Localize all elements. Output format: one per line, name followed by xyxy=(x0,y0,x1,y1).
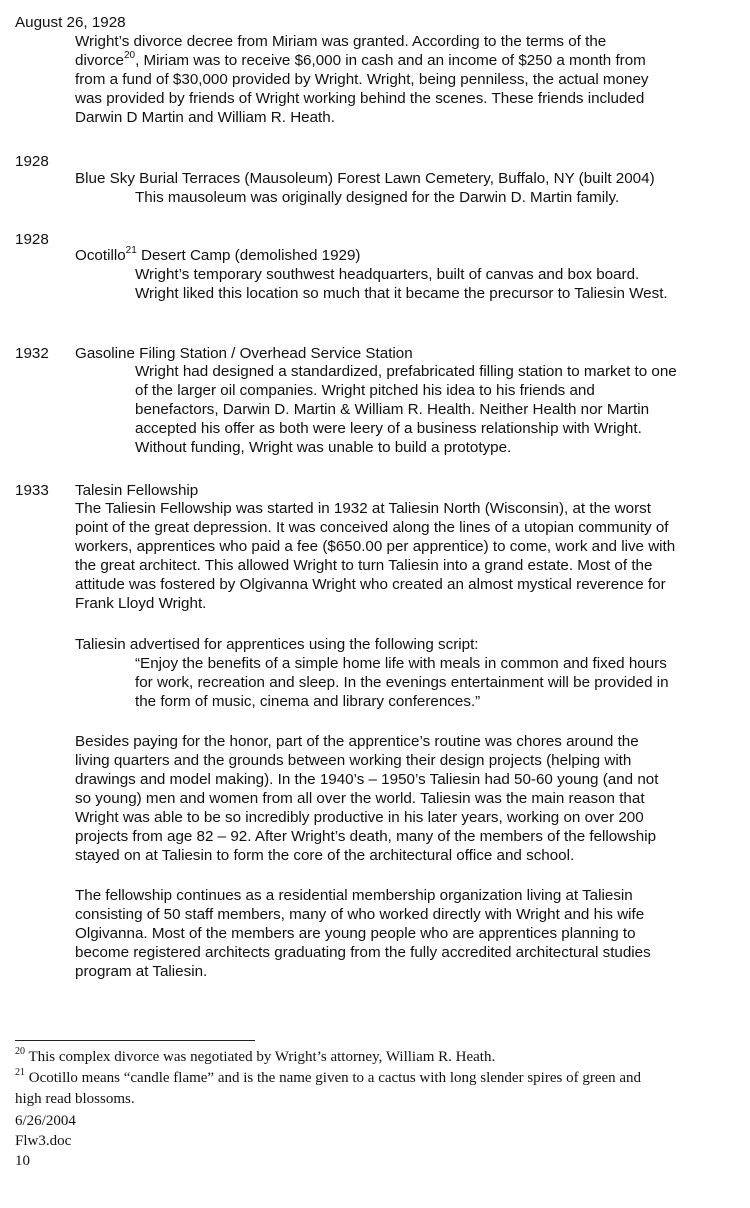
entry-text-line: Darwin D Martin and William R. Heath. xyxy=(75,109,335,126)
entry-year: 1928 xyxy=(15,153,49,170)
quote-line: the form of music, cinema and library conferences.” xyxy=(135,693,481,710)
paragraph-line: The Taliesin Fellowship was started in 1932 at Taliesin North (Wisconsin), at the worst xyxy=(75,500,651,517)
entry-text-line: accepted his offer as both were leery of a business relationship with Wright. xyxy=(135,420,642,437)
footnote-20: $^{20}$ This complex divorce was negotiated by Wright’s attorney, William R. Heath. xyxy=(15,1046,496,1065)
entry-text-line: Without funding, Wright was unable to build a prototype. xyxy=(135,439,512,456)
paragraph-line: workers, apprentices who paid a fee ($650.00 per apprentice) to come, work and live with xyxy=(75,538,676,555)
paragraph-line: the great architect. This allowed Wright to turn Taliesin into a grand estate. Most of the xyxy=(75,557,653,574)
paragraph-line: Wright was able to be so incredibly productive in his later years, working on over 200 xyxy=(75,809,644,826)
footnote-separator xyxy=(15,1040,255,1041)
footnote-21-continued: high read blossoms. xyxy=(15,1091,135,1107)
footer-date: 6/26/2004 xyxy=(15,1113,76,1129)
paragraph-line: become registered architects graduating from the fully accredited architectural studies xyxy=(75,944,651,961)
paragraph-line: point of the great depression. It was conceived along the lines of a utopian community of xyxy=(75,519,669,536)
footnote-21: $^{21}$ Ocotillo means “candle flame” and is the name given to a cactus with long slender spires of green and xyxy=(15,1067,642,1086)
entry-text-line: Wright’s temporary southwest headquarters, built of canvas and box board. xyxy=(135,266,640,283)
entry-text-line: Wright liked this location so much that it became the precursor to Taliesin West. xyxy=(135,285,668,302)
entry-title: Ocotillo$^{21}$ Desert Camp (demolished 1929) xyxy=(75,244,361,264)
paragraph-line: Taliesin advertised for apprentices using the following script: xyxy=(75,636,479,653)
paragraph-line: so young) men and women from all over the world. Taliesin was the main reason that xyxy=(75,790,645,807)
entry-text-line: benefactors, Darwin D. Martin & William R. Health. Neither Health nor Martin xyxy=(135,401,650,418)
entry-year: 1933 xyxy=(15,482,49,499)
quote-line: for work, recreation and sleep. In the evenings entertainment will be provided in xyxy=(135,674,669,691)
footnote-ref[interactable]: 20 xyxy=(123,49,136,61)
footnote-ref[interactable]: 21 xyxy=(125,244,137,256)
entry-title: Blue Sky Burial Terraces (Mausoleum) Forest Lawn Cemetery, Buffalo, NY (built 2004) xyxy=(75,170,655,187)
entry-title: Talesin Fellowship xyxy=(75,482,199,499)
paragraph-line: Olgivanna. Most of the members are young people who are apprentices planning to xyxy=(75,925,636,942)
entry-year: 1928 xyxy=(15,231,49,248)
entry-year: 1932 xyxy=(15,345,49,362)
entry-text-line: from a fund of $30,000 provided by Wright. Wright, being penniless, the actual money xyxy=(75,71,649,88)
entry-date: August 26, 1928 xyxy=(15,14,126,31)
paragraph-line: Besides paying for the honor, part of the apprentice’s routine was chores around the xyxy=(75,733,639,750)
entry-text-line: Wright had designed a standardized, prefabricated filling station to market to one xyxy=(135,363,677,380)
entry-text-line: was provided by friends of Wright working behind the scenes. These friends included xyxy=(75,90,645,107)
entry-text-line: of the larger oil companies. Wright pitched his idea to his friends and xyxy=(135,382,595,399)
paragraph-line: living quarters and the grounds between working their design projects (helping with xyxy=(75,752,632,769)
paragraph-line: program at Taliesin. xyxy=(75,963,208,980)
paragraph-line: drawings and model making). In the 1940’s – 1950’s Taliesin had 50-60 young (and not xyxy=(75,771,659,788)
entry-title: Gasoline Filing Station / Overhead Service Station xyxy=(75,345,413,362)
footer-filename: Flw3.doc xyxy=(15,1133,72,1149)
paragraph-line: projects from age 82 – 92. After Wright’s death, many of the members of the fellowship xyxy=(75,828,657,845)
entry-text-line: Wright’s divorce decree from Miriam was granted. According to the terms of the xyxy=(75,33,607,50)
paragraph-line: attitude was fostered by Olgivanna Wright who created an almost mystical reverence for xyxy=(75,576,666,593)
entry-text-line: This mausoleum was originally designed for the Darwin D. Martin family. xyxy=(135,189,620,206)
page-number: 10 xyxy=(15,1153,30,1169)
paragraph-line: The fellowship continues as a residential membership organization living at Taliesin xyxy=(75,887,633,904)
paragraph-line: stayed on at Taliesin to form the core of the architectural office and school. xyxy=(75,847,575,864)
entry-text-line: divorce$^{20}$, Miriam was to receive $6,000 in cash and an income of $250 a month from xyxy=(75,49,646,69)
paragraph-line: Frank Lloyd Wright. xyxy=(75,595,207,612)
paragraph-line: consisting of 50 staff members, many of who worked directly with Wright and his wife xyxy=(75,906,645,923)
quote-line: “Enjoy the benefits of a simple home life with meals in common and fixed hours xyxy=(135,655,667,672)
